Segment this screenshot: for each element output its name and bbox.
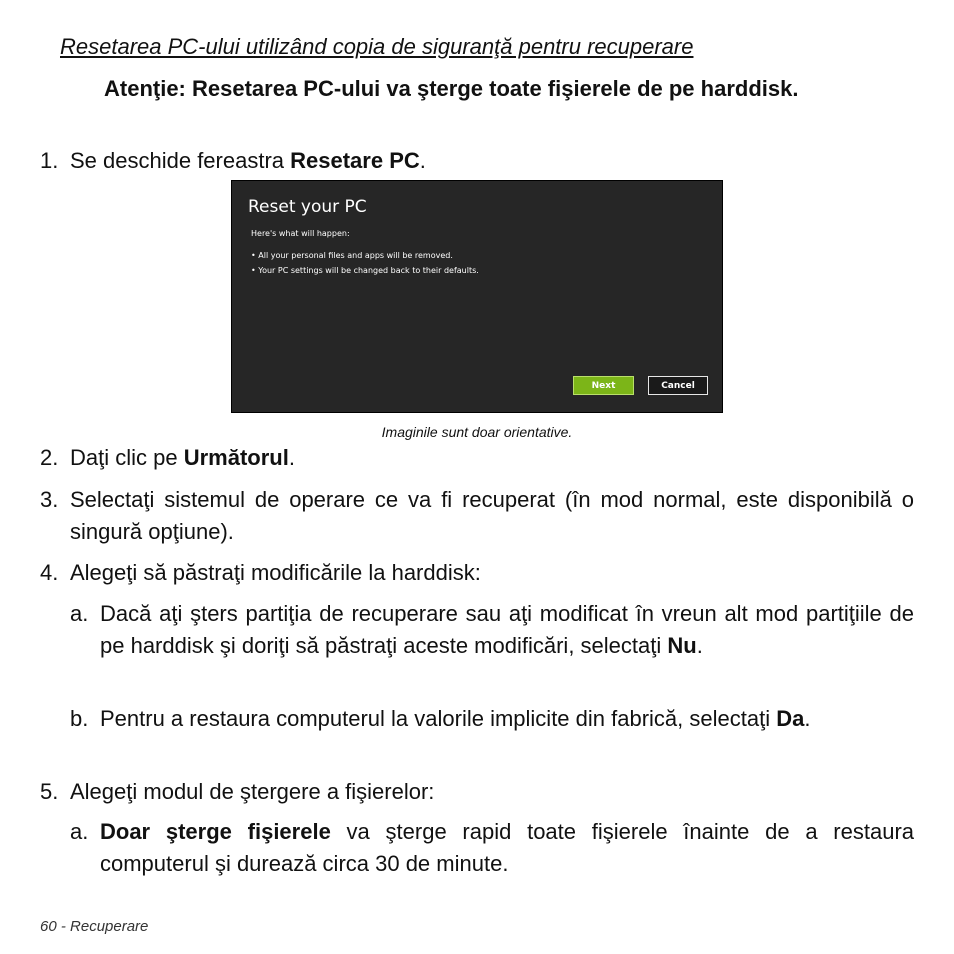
step-5 <box>40 776 914 808</box>
warning-note: Atenţie: Resetarea PC-ului va şterge toate fişierele de pe harddisk. <box>104 76 799 101</box>
step-number: 5. <box>40 779 59 804</box>
reset-lead: Here's what will happen: <box>251 229 350 238</box>
button-name: Următorul <box>183 445 289 470</box>
step-1: 1. Se deschide fereastra Resetare PC. <box>40 145 914 177</box>
option-name: Doar şterge fişierele <box>100 819 331 844</box>
step-text: Alegeţi să păstraţi modificările la harddisk: <box>70 560 481 585</box>
reset-bullet: • All your personal files and apps will be removed. <box>251 251 453 260</box>
page-footer: 60 - Recuperare <box>40 918 149 935</box>
substep-letter: a. <box>70 601 89 626</box>
substep-letter: b. <box>70 706 89 731</box>
step-number: 3. <box>40 487 59 512</box>
step-number: 4. <box>40 560 59 585</box>
step-number: 2. <box>40 445 59 470</box>
step-2: 2. Daţi clic pe Următorul. <box>40 442 914 474</box>
step-text: Selectaţi sistemul de operare ce va fi recuperat (în mod normal, este disponibilă o singură opţiune). <box>70 487 914 544</box>
option-name: Nu <box>667 633 697 658</box>
step-3 <box>40 484 914 548</box>
next-button[interactable]: Next <box>573 376 634 395</box>
step-number: 1. <box>40 148 59 173</box>
step-5a: a. Doar şterge fişierele va şterge rapid toate fişierele înainte de a restaura computerul şi durează circa 30 de minute. <box>70 816 914 880</box>
option-name: Da <box>776 706 805 731</box>
step-4 <box>40 557 914 589</box>
reset-bullet: • Your PC settings will be changed back to their defaults. <box>251 266 479 275</box>
substep-letter: a. <box>70 819 89 844</box>
reset-pc-screenshot <box>231 180 723 413</box>
image-caption: Imaginile sunt doar orientative. <box>381 424 573 440</box>
step-4a: a. Dacă aţi şters partiţia de recuperare sau aţi modificat în vreun alt mod partiţiile de pe harddisk şi doriţi să păstraţi aceste modificări, selectaţi Nu. <box>70 598 914 662</box>
cancel-button[interactable]: Cancel <box>648 376 708 395</box>
step-4b: b. Pentru a restaura computerul la valorile implicite din fabrică, selectaţi Da. <box>70 703 914 735</box>
reset-title: Reset your PC <box>248 197 367 217</box>
section-heading: Resetarea PC-ului utilizând copia de siguranţă pentru recuperare <box>60 34 694 59</box>
step-text: Alegeţi modul de ştergere a fişierelor: <box>70 779 435 804</box>
window-name: Resetare PC <box>290 148 420 173</box>
